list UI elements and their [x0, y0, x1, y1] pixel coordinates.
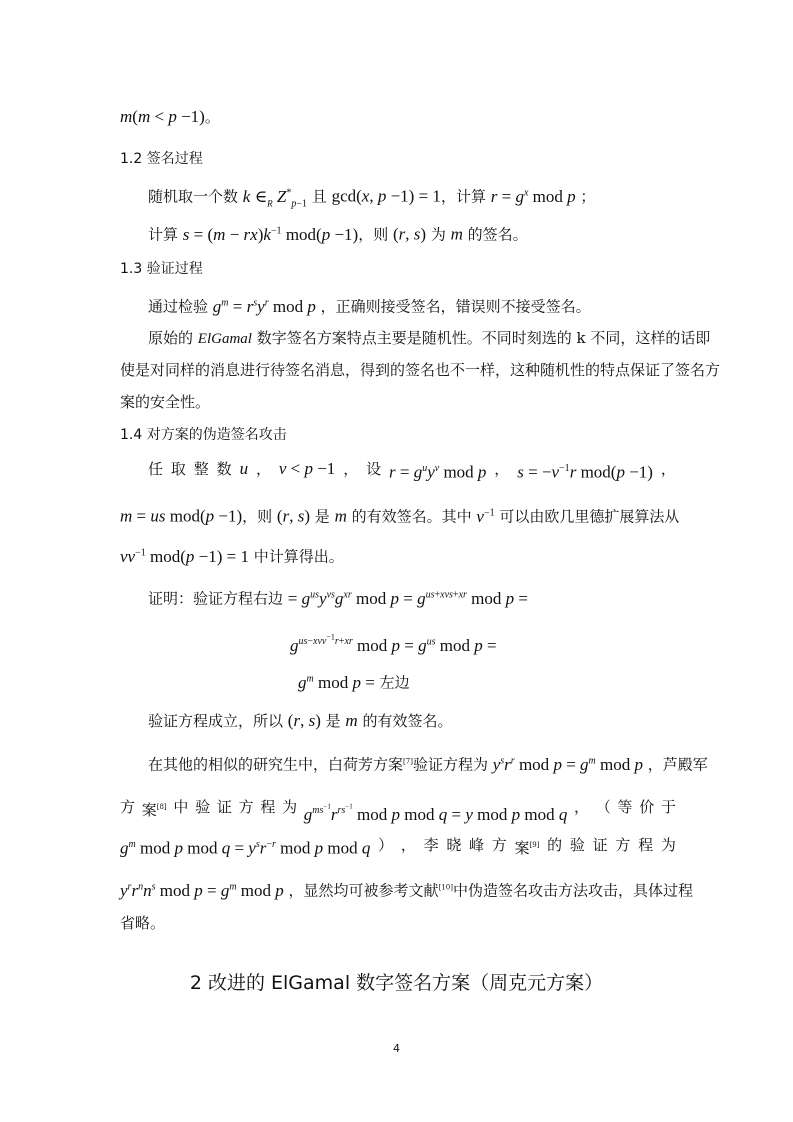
text-line: 计算 $s = (m - rx)k^{-1}$ mod(p −1)，则 (r, s) 为 m 的签名。 [148, 224, 528, 244]
math-line: $g^m$ mod p = 左边 [298, 672, 410, 692]
text-line: 在其他的相似的研究生中，白荷芳方案[7]验证方程为 $y^sr^r$ mod $p = g^m$ mod p ，芦殿军 [148, 754, 708, 774]
text-line: 证明：验证方程右边 = $g^{us}y^{vs}g^{xr}$ mod $p = g^{us+xvs+xr}$ mod p = [148, 588, 528, 608]
text-line: 原始的 ElGamal 数字签名方案特点主要是随机性。不同时刻选的 k 不同，这样的话即 [148, 329, 711, 347]
text-line: 通过检验 $g^m = r^sy^r$ mod p ，正确则接受签名，错误则不接受签名。 [148, 296, 591, 316]
math-line: $g^{us-xvv^{-1}r+xr}$ mod $p = g^{us}$ mod p = [290, 633, 497, 655]
text-line: 使是对同样的消息进行待签名消息，得到的签名也不一样，这种随机性的特点保证了签名方 [120, 361, 721, 379]
text-line: 省略。 [120, 914, 166, 932]
section-heading: 1.4 对方案的伪造签名攻击 [120, 427, 287, 443]
section-heading: 1.2 签名过程 [120, 151, 203, 167]
text-line: $g^m$ mod p mod $q = y^sr^{-r}$ mod p mod q ） ， 李 晓 峰 方 案[9] 的 验 证 方 程 为 [120, 836, 676, 858]
text-line: $vv^{-1}$ mod(p −1) = 1 中计算得出。 [120, 546, 344, 566]
text-line: 任 取 整 数 u ， v < p −1 ， 设 $r = g^uy^v$ mod p ， $s = -v^{-1}r$ mod(p −1) ， [148, 459, 676, 482]
section-title: 2 改进的 ElGamal 数字签名方案（周克元方案） [189, 972, 604, 994]
text-line: 验证方程成立，所以 (r, s) 是 m 的有效签名。 [148, 711, 453, 730]
section-heading: 1.3 验证过程 [120, 261, 203, 277]
text-line: m(m < p −1)。 [120, 107, 220, 126]
text-line: 方 案[8] 中 验 证 方 程 为 $g^{ms^{-1}}r^{rs^{-1}}$ mod p mod q = y mod p mod q ， （ 等 价 于 [120, 798, 676, 824]
page-number: 4 [393, 1042, 400, 1055]
text-line: $y^rr^nn^s$ mod $p = g^m$ mod p ，显然均可被参考文献[10]中伪造签名攻击方法攻击，具体过程 [120, 880, 693, 900]
text-line: 随机取一个数 k $\in_R$ $Z^*_{p-1}$ 且 gcd(x, p −1) = 1，计算 $r = g^x$ mod p ； [148, 186, 596, 210]
text-line: m = us mod(p −1)，则 (r, s) 是 m 的有效签名。其中 $v^{-1}$ 可以由欧几里德扩展算法从 [120, 506, 680, 526]
text-line: 案的安全性。 [120, 393, 211, 411]
